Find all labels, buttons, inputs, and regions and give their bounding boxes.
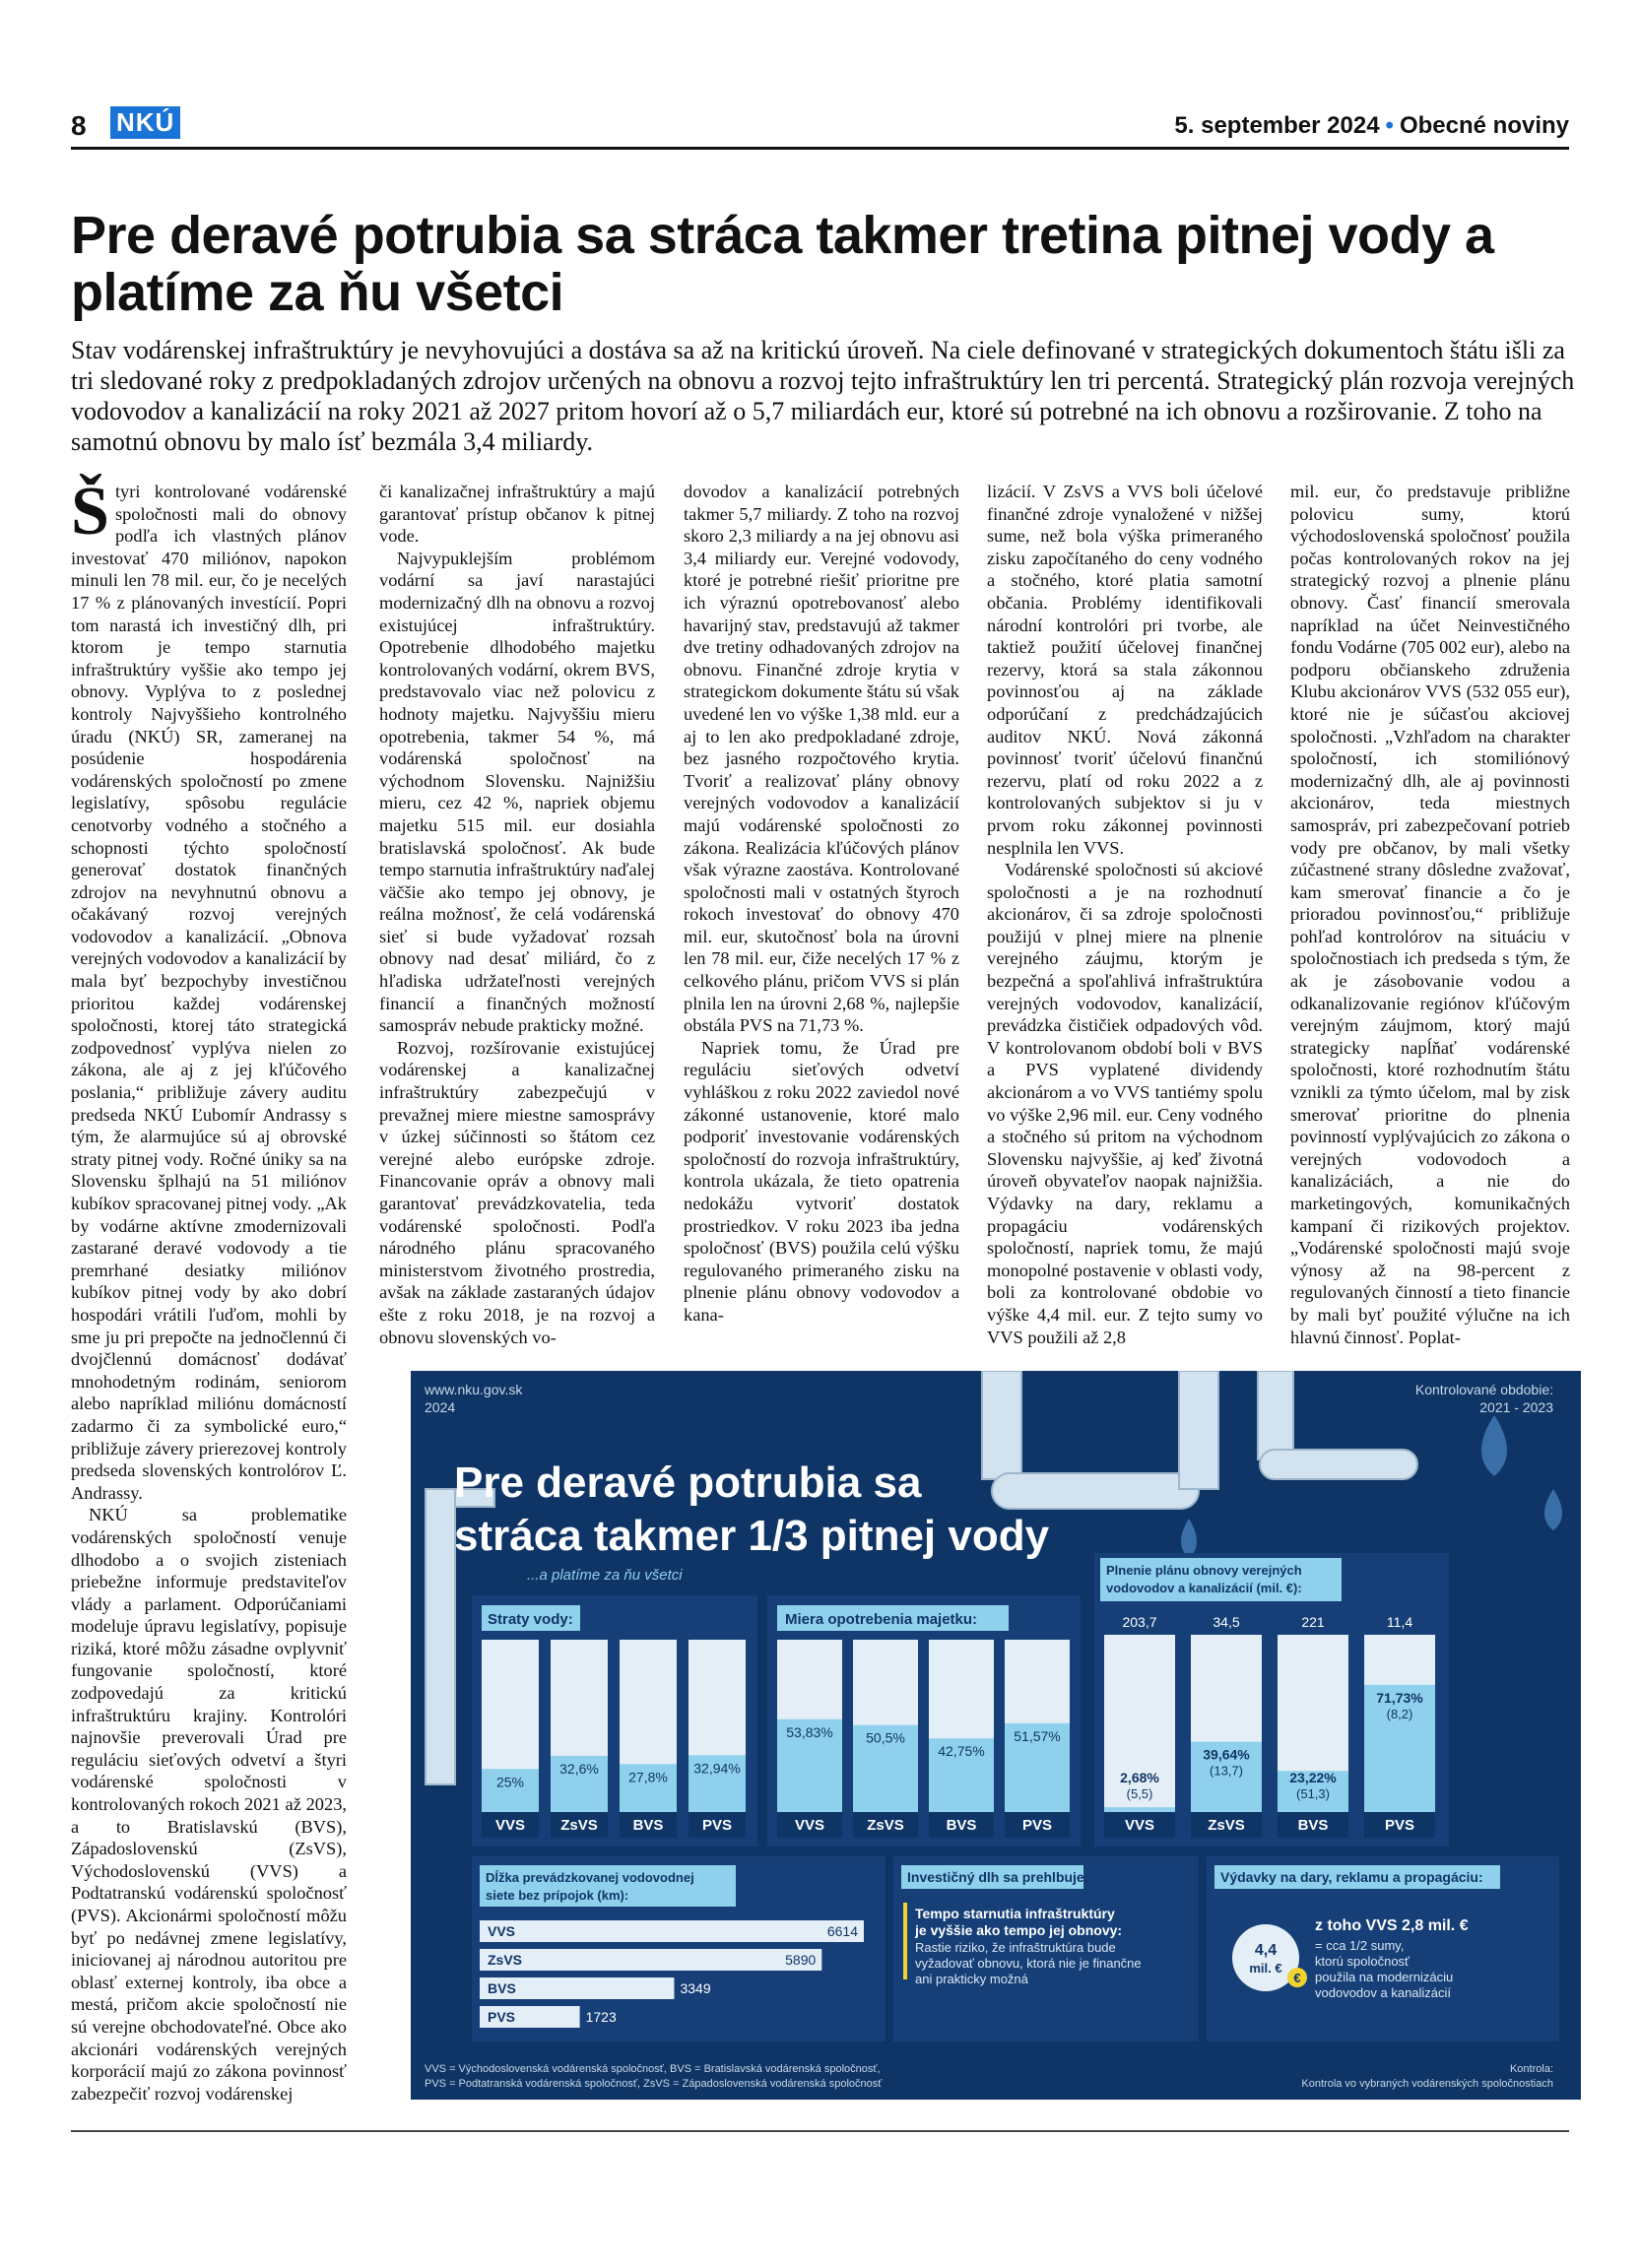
plan-value: 34,5 [1213, 1614, 1240, 1630]
separator-dot: • [1385, 112, 1394, 139]
bar-label: 5890 [785, 1952, 817, 1968]
paper-name: Obecné noviny [1399, 112, 1569, 139]
bar-label: 71,73% [1376, 1689, 1423, 1706]
paragraph: či kanalizačnej infraštruktúry a majú garantovať prístup občanov k pitnej vode. [379, 482, 655, 547]
ads-text-3: použila na modernizáciu [1315, 1970, 1454, 1984]
category-label: ZsVS [867, 1817, 904, 1834]
plan-value: 221 [1301, 1614, 1325, 1630]
bar-label: 51,57% [1014, 1727, 1061, 1744]
source-url: www.nku.gov.sk [425, 1382, 523, 1397]
control-text: Kontrola vo vybraných vodárenských spoločnostiach [1301, 2078, 1553, 2090]
debt-bold-1: Tempo starnutia infraštruktúry [915, 1906, 1115, 1921]
column-3 [684, 481, 959, 1327]
panel-renewal-plan [1094, 1553, 1449, 1847]
bar-track [1104, 1635, 1175, 1812]
category-label: BVS [1297, 1817, 1329, 1834]
category-label: BVS [488, 1980, 516, 1996]
section-logo: NKÚ [110, 106, 180, 139]
source-year: 2024 [425, 1399, 456, 1415]
debt-text-1: Rastie riziko, že infraštruktúra bude [915, 1940, 1116, 1955]
paragraph: Napriek tomu, že Úrad pre reguláciu sieťových odvetví vyhláškou z roku 2022 zaviedol nové zákonné ustanovenie, ktoré malo podporiť investovanie vodárenských spoločností do rozvoja infraštruktúry, kontrola ukázala, že tieto opatrenia nedokážu vytvoriť dostatok prostriedkov. V roku 2023 iba jedna spoločnosť (BVS) použila celú výšku regulovaného primeraného zisku na plnenie plánu obnovy vodovodov a kana- [684, 1037, 959, 1325]
bar-label: 32,6% [559, 1760, 599, 1777]
legend-line-2: PVS = Podtatranská vodárenská spoločnosť, ZsVS = Západoslovenská vodárenská spoločnosť [425, 2078, 883, 2090]
bar-label: 50,5% [866, 1729, 905, 1746]
bar-label: 6614 [826, 1923, 858, 1939]
category-label: BVS [946, 1817, 977, 1834]
infographic-subtitle: ...a platíme za ňu všetci [527, 1567, 683, 1584]
category-label: PVS [488, 2009, 516, 2025]
bar-label: 3349 [680, 1980, 711, 1996]
ads-headline: z toho VVS 2,8 mil. € [1315, 1917, 1469, 1934]
paragraph [71, 474, 347, 1504]
circle-unit: mil. € [1249, 1961, 1282, 1976]
bar-label: 25% [495, 1774, 525, 1790]
control-label: Kontrola: [1509, 2063, 1553, 2075]
amount-label: (5,5) [1126, 1786, 1153, 1801]
panel-wear [767, 1595, 1081, 1847]
panel-network-length [472, 1856, 886, 2041]
category-label: PVS [1384, 1817, 1415, 1834]
article-lead: Stav vodárenskej infraštruktúry je nevyhovujúci a dostáva sa až na kritickú úroveň. Na ciele definované v strategických dokumentoch štátu išli za tri sledované roky z predpokladaných zdrojov určených na obnovu a rozvoj tejto infraštruktúry len tri percentá. Strategický plán rozvoja verejných vodovodov a kanalizácií na roky 2021 až 2027 pritom hovorí až o 5,7 miliardách eur, ktoré sú potrebné na ich obnovu a rozširovanie. Z toho na samotnú obnovu by malo ísť bezmála 3,4 miliardy. [71, 336, 1575, 456]
ads-text-2: ktorú spoločnosť [1315, 1954, 1410, 1969]
debt-text-2: vyžadovať obnovu, ktorá nie je finančne [915, 1956, 1142, 1971]
category-label: ZsVS [488, 1952, 523, 1968]
footer-rule [71, 2130, 1569, 2132]
bar [480, 1920, 864, 1942]
panel-title: Investičný dlh sa prehlbuje: [907, 1869, 1089, 1885]
drop-cap: Š [71, 474, 109, 550]
category-label: ZsVS [560, 1817, 598, 1834]
paragraph: dovodov a kanalizácií potrebných takmer 5,7 miliardy. Z toho na rozvoj skoro 2,3 miliardy a na jej obnovu asi 3,4 miliardy eur. Verejné vodovody, ktoré je potrebné riešiť prioritne pre ich výraznú opotrebovanosť alebo havarijný stav, predstavujú až takmer dve tretiny odhadovaných zdrojov na obnovu. Finančné zdroje krytia v strategickom dokumente štátu sú však uvedené len vo výške 1,38 mld. eur a aj to len ako predpokladané zdroje, bez jasného rozpočtového krytia. Tvoriť a realizovať plány obnovy verejných vodovodov a kanalizácií majú vodárenské spoločnosti zo zákona. Realizácia kľúčových plánov však výrazne zaostáva. Kontrolované spoločnosti mali v ostatných štyroch rokoch investovať do obnovy 470 mil. eur, skutočnosť bola na úrovni len 78 mil. eur, čiže necelých 17 % z celkového plánu, pričom VVS si plán plnila len na úrovni 2,68 %, najlepšie obstála PVS na 71,73 %. [684, 482, 959, 1036]
panel-ads [1207, 1856, 1559, 2041]
panel-title-1: Dĺžka prevádzkovanej vodovodnej [486, 1870, 694, 1885]
category-label: PVS [1021, 1817, 1053, 1834]
paragraph: Vodárenské spoločnosti sú akciové spoločnosti a je na rozhodnutí akcionárov, či sa zdroje spoločnosti použijú v plnej miere na plnenie verejného záujmu, ktorým je bezpečná a spoľahlivá infraštruktúra verejných vodovodov, kanalizácií, prevádzka čističiek odpadových vôd. V kontrolovanom období boli v BVS a PVS vyplatené dividendy akcionárom a vo VVS tantiémy spolu vo výške 2,96 mil. eur. Ceny vodného a stočného sú pritom na východnom Slovensku najvyššie, aj keď životná úroveň obyvateľov naopak najnižšia. Výdavky na dary, reklamu a propagáciu vodárenských spoločností, napriek tomu, že majú monopolné postavenie v oblasti vody, boli za kontrolované obdobie vo výške 4,4 mil. eur. Z tejto sumy vo VVS použili až 2,8 [987, 860, 1263, 1347]
infographic-svg [411, 1371, 1581, 2100]
category-label: VVS [494, 1817, 526, 1834]
category-label: ZsVS [1208, 1817, 1245, 1834]
bar [480, 1949, 821, 1971]
ads-text-4: vodovodov a kanalizácií [1315, 1985, 1452, 2000]
plan-value: 203,7 [1122, 1614, 1157, 1630]
infographic-title-1: Pre deravé potrubia sa [454, 1458, 922, 1507]
bar-label: 53,83% [786, 1723, 833, 1740]
svg-text:€: € [1293, 1971, 1301, 1985]
issue-date: 5. september 2024 [1174, 112, 1380, 139]
column-4 [987, 481, 1263, 1348]
column-5 [1290, 481, 1570, 1348]
water-drop-icons [1181, 1415, 1562, 1558]
category-label: VVS [794, 1817, 825, 1834]
bar-label: 2,68% [1120, 1770, 1159, 1785]
panel-title-1: Plnenie plánu obnovy verejných [1106, 1563, 1302, 1578]
bar-label: 42,75% [938, 1743, 985, 1760]
category-label: VVS [1124, 1817, 1155, 1834]
bar [1104, 1807, 1175, 1812]
bar-label: 27,8% [628, 1769, 668, 1785]
bar-label: 1723 [585, 2009, 617, 2025]
legend-line-1: VVS = Východoslovenská vodárenská spoločnosť, BVS = Bratislavská vodárenská spoločnosť, [425, 2063, 881, 2075]
paragraph: lizácií. V ZsVS a VVS boli účelové finančné zdroje vynaložené v nižšej sume, než bola výška primeraného zisku započítaného do ceny vodného a stočného, ktoré platia samotní občania. Problémy identifikovali národní kontrolóri pri tvorbe, ale taktiež použití účelovej finančnej rezervy, ktorá sa stala zákonnou povinnosťou aj na základe odporúčaní z predchádzajúcich auditov NKÚ. Nová zákonná povinnosť tvoriť účelovú finančnú rezervu, platí od roku 2022 a z kontrolovaných subjektov si ju v prvom roku zákonnej povinnosti nesplnila len VVS. [987, 482, 1263, 858]
bar-label: 23,22% [1289, 1770, 1337, 1785]
period-value: 2021 - 2023 [1479, 1399, 1553, 1415]
category-label: PVS [701, 1817, 733, 1834]
panel-title: Miera opotrebenia majetku: [785, 1611, 978, 1628]
circle-value: 4,4 [1254, 1942, 1278, 1959]
infographic-title-2: stráca takmer 1/3 pitnej vody [454, 1512, 1050, 1560]
paragraph: Rozvoj, rozšírovanie existujúcej vodárenskej a kanalizačnej infraštruktúry zabezpečujú v prevažnej miere miestne samosprávy v úzkej súčinnosti so štátom cez verejné alebo európske zdroje. Financovanie opráv a obnovy mali garantovať prevádzkovatelia, teda vodárenské spoločnosti. Podľa národného plánu spracovaného ministerstvom životného prostredia, avšak na základe zastaraných údajov ešte z roku 2018, je na rozvoj a obnovu slovenských vo- [379, 1037, 655, 1347]
paragraph: NKÚ sa problematike vodárenských spoločností venuje dlhodobo a o svojich zisteniach priebežne informuje predstaviteľov vlády a parlament. Odporúčaniami modeluje úpravu legislatívy, popisuje riziká, ktoré môžu zásadne ovplyvniť fungovanie spoločností, ktoré zodpovedajú za kritickú infraštruktúru krajiny. Kontrolóri najnovšie preverovali Úrad pre reguláciu sieťových odvetví a štyri vodárenské spoločnosti v kontrolovaných rokoch 2021 až 2023, a to Bratislavskú (BVS), Západoslovenskú (ZsVS), Východoslovenskú (VVS) a Podtatranskú vodárenskú spoločnosť (PVS). Akcionármi spoločností môžu byť po nedávnej zmene legislatívy, iniciovanej aj národnou autoritou pre oblasť externej kontroly, iba obce a mestá, pričom akcie spoločností nie sú verejne obchodovateľné. Obce ako akcionári vodárenských verejných korporácií majú zo zákona povinnosť zabezpečiť rozvoj vodárenskej [71, 1505, 347, 2104]
amount-label: (8,2) [1386, 1706, 1413, 1721]
panel-water-loss [472, 1595, 757, 1847]
debt-bold-2: je vyššie ako tempo jej obnovy: [915, 1922, 1123, 1938]
page-number: 8 [71, 110, 87, 141]
ads-text-1: = cca 1/2 sumy, [1315, 1938, 1405, 1953]
panel-debt [893, 1856, 1199, 2041]
panel-title: Straty vody: [488, 1611, 573, 1628]
bar-label: 32,94% [693, 1760, 741, 1777]
plan-value: 11,4 [1386, 1614, 1413, 1630]
category-label: BVS [632, 1817, 664, 1834]
column-1 [71, 474, 347, 2105]
article-title: Pre deravé potrubia sa stráca takmer tretina pitnej vody a platíme za ňu všetci [71, 206, 1494, 322]
period-label: Kontrolované obdobie: [1414, 1382, 1553, 1397]
panel-title-2: vodovodov a kanalizácií (mil. €): [1106, 1581, 1302, 1595]
panel-title-2: siete bez prípojok (km): [486, 1888, 629, 1903]
amount-label: (13,7) [1210, 1763, 1243, 1779]
paragraph-text: tyri kontrolované vodárenské spoločnosti mali do obnovy podľa ich vlastných plánov investovať 470 miliónov, napokon minuli len 78 mil. eur, čo je necelých 17 % z plánovaných investícií. Popri tom narastá ich investičný dlh, pri ktorom je tempo starnutia infraštruktúry vyššie ako tempo jej obnovy. Vyplýva to z poslednej kontroly Najvyššieho kontrolného úradu (NKÚ) SR, zameranej na posúdenie hospodárenia vodárenských spoločností po zmene legislatívy, spôsobu regulácie cenotvorby vodného a stočného a schopnosti týchto spoločností generovať dostatok finančných zdrojov na nevyhnutnú obnovu a očakávaný rozvoj verejných vodovodov a kanalizácií. „Obnova verejných vodovodov a kanalizácií by mala byť bezpochyby investičnou prioritou každej vodárenskej spoločnosti, ktorej táto strategická zodpovednosť vyplýva nielen zo zákona, ale aj z jej kľúčového poslania,“ približuje závery auditu predseda NKÚ Ľubomír Andrassy s tým, že alarmujúce sú aj obrovské straty pitnej vody. Ročné úniky sa na Slovensku šplhajú na 51 miliónov kubíkov spracovanej pitnej vody. „Ak by vodárne aktívne zmodernizovali zastarané deravé vodovody a tie premrhané desiatky miliónov kubíkov pitnej vody by ako dobrí hospodári vrátili ľuďom, mohli by sme ju pri prepočte na jednočlennú či dvojčlennú domácnosť dodávať mnohodetným rodinám, seniorom alebo napríklad miliónu domácností zadarmo či za symbolické euro,“ približuje závery prierezovej kontroly predseda slovenských kontrolórov Ľ. Andrassy. [71, 482, 347, 1503]
bar-label: 39,64% [1203, 1746, 1250, 1763]
panel-title: Výdavky na dary, reklamu a propagáciu: [1220, 1869, 1483, 1885]
page-header [71, 102, 1569, 150]
dateline [1174, 112, 1569, 140]
column-2 [379, 481, 655, 1348]
paragraph: mil. eur, čo predstavuje približne polovicu sumy, ktorú východoslovenská spoločnosť použila počas kontrolovaných rokov na jej strategický rozvoj a plnenie plánu obnovy. Časť financií smerovala napríklad na účet Neinvestičného fondu Vodárne (705 002 eur), alebo na podporu občianskeho združenia Klubu akcionárov VVS (532 055 eur), ktoré nie je súčasťou akciovej spoločnosti. „Vzhľadom na charakter spoločností, ich stomiliónový modernizačný dlh, ale aj povinnosti akcionárov, teda miestnych samospráv, pri zabezpečovaní potrieb vody pre občanov, by mali všetky zúčastnené strany dôsledne zvažovať, kam smerovať financie a čo je prioradou povinnosťou,“ približuje pohľad kontrolórov na situáciu v spoločnostiach ich predseda s tým, že ak je zásobovanie vodou a odkanalizovanie regiónov kľúčovým verejným záujmom, ktorý majú strategicky napĺňať vodárenské spoločnosti, ktoré rozhodnutím štátu vznikli za týmto účelom, mal by zisk smerovať prioritne do plnenia povinností vyplývajúcich zo zákona o verejných vodovodoch a kanalizáciách, a nie do marketingových, komunikačných kampaní či rizikových projektov. „Vodárenské spoločnosti majú svoje výnosy až na 98-percent z regulovaných činností a tieto financie by mali byť použité výlučne na ich hlavnú činnosť. Poplat- [1290, 482, 1570, 1347]
amount-label: (51,3) [1296, 1786, 1330, 1801]
category-label: VVS [488, 1923, 516, 1939]
debt-text-3: ani prakticky možná [915, 1972, 1028, 1986]
infographic [411, 1371, 1581, 2100]
paragraph: Najvypuklejším problémom vodární sa javí narastajúci modernizačný dlh na obnovu a rozvoj existujúcej infraštruktúry. Opotrebenie dlhodobého majetku kontrolovaných vodární, okrem BVS, predstavovalo viac než polovicu z hodnoty majetku. Najvyššiu mieru opotrebenia, takmer 54 %, má vodárenská spoločnosť na východnom Slovensku. Najnižšiu mieru, cez 42 %, napriek objemu majetku 515 mil. eur dosiahla bratislavská spoločnosť. Ak bude tempo starnutia infraštruktúry naďalej väčšie ako tempo jej obnovy, je reálna možnosť, že celá vodárenská sieť si bude vyžadovať rozsah obnovy nad desať miliárd, čo z hľadiska udržateľnosti verejných financií a finančných možností samospráv nebude prakticky možné. [379, 548, 655, 1036]
